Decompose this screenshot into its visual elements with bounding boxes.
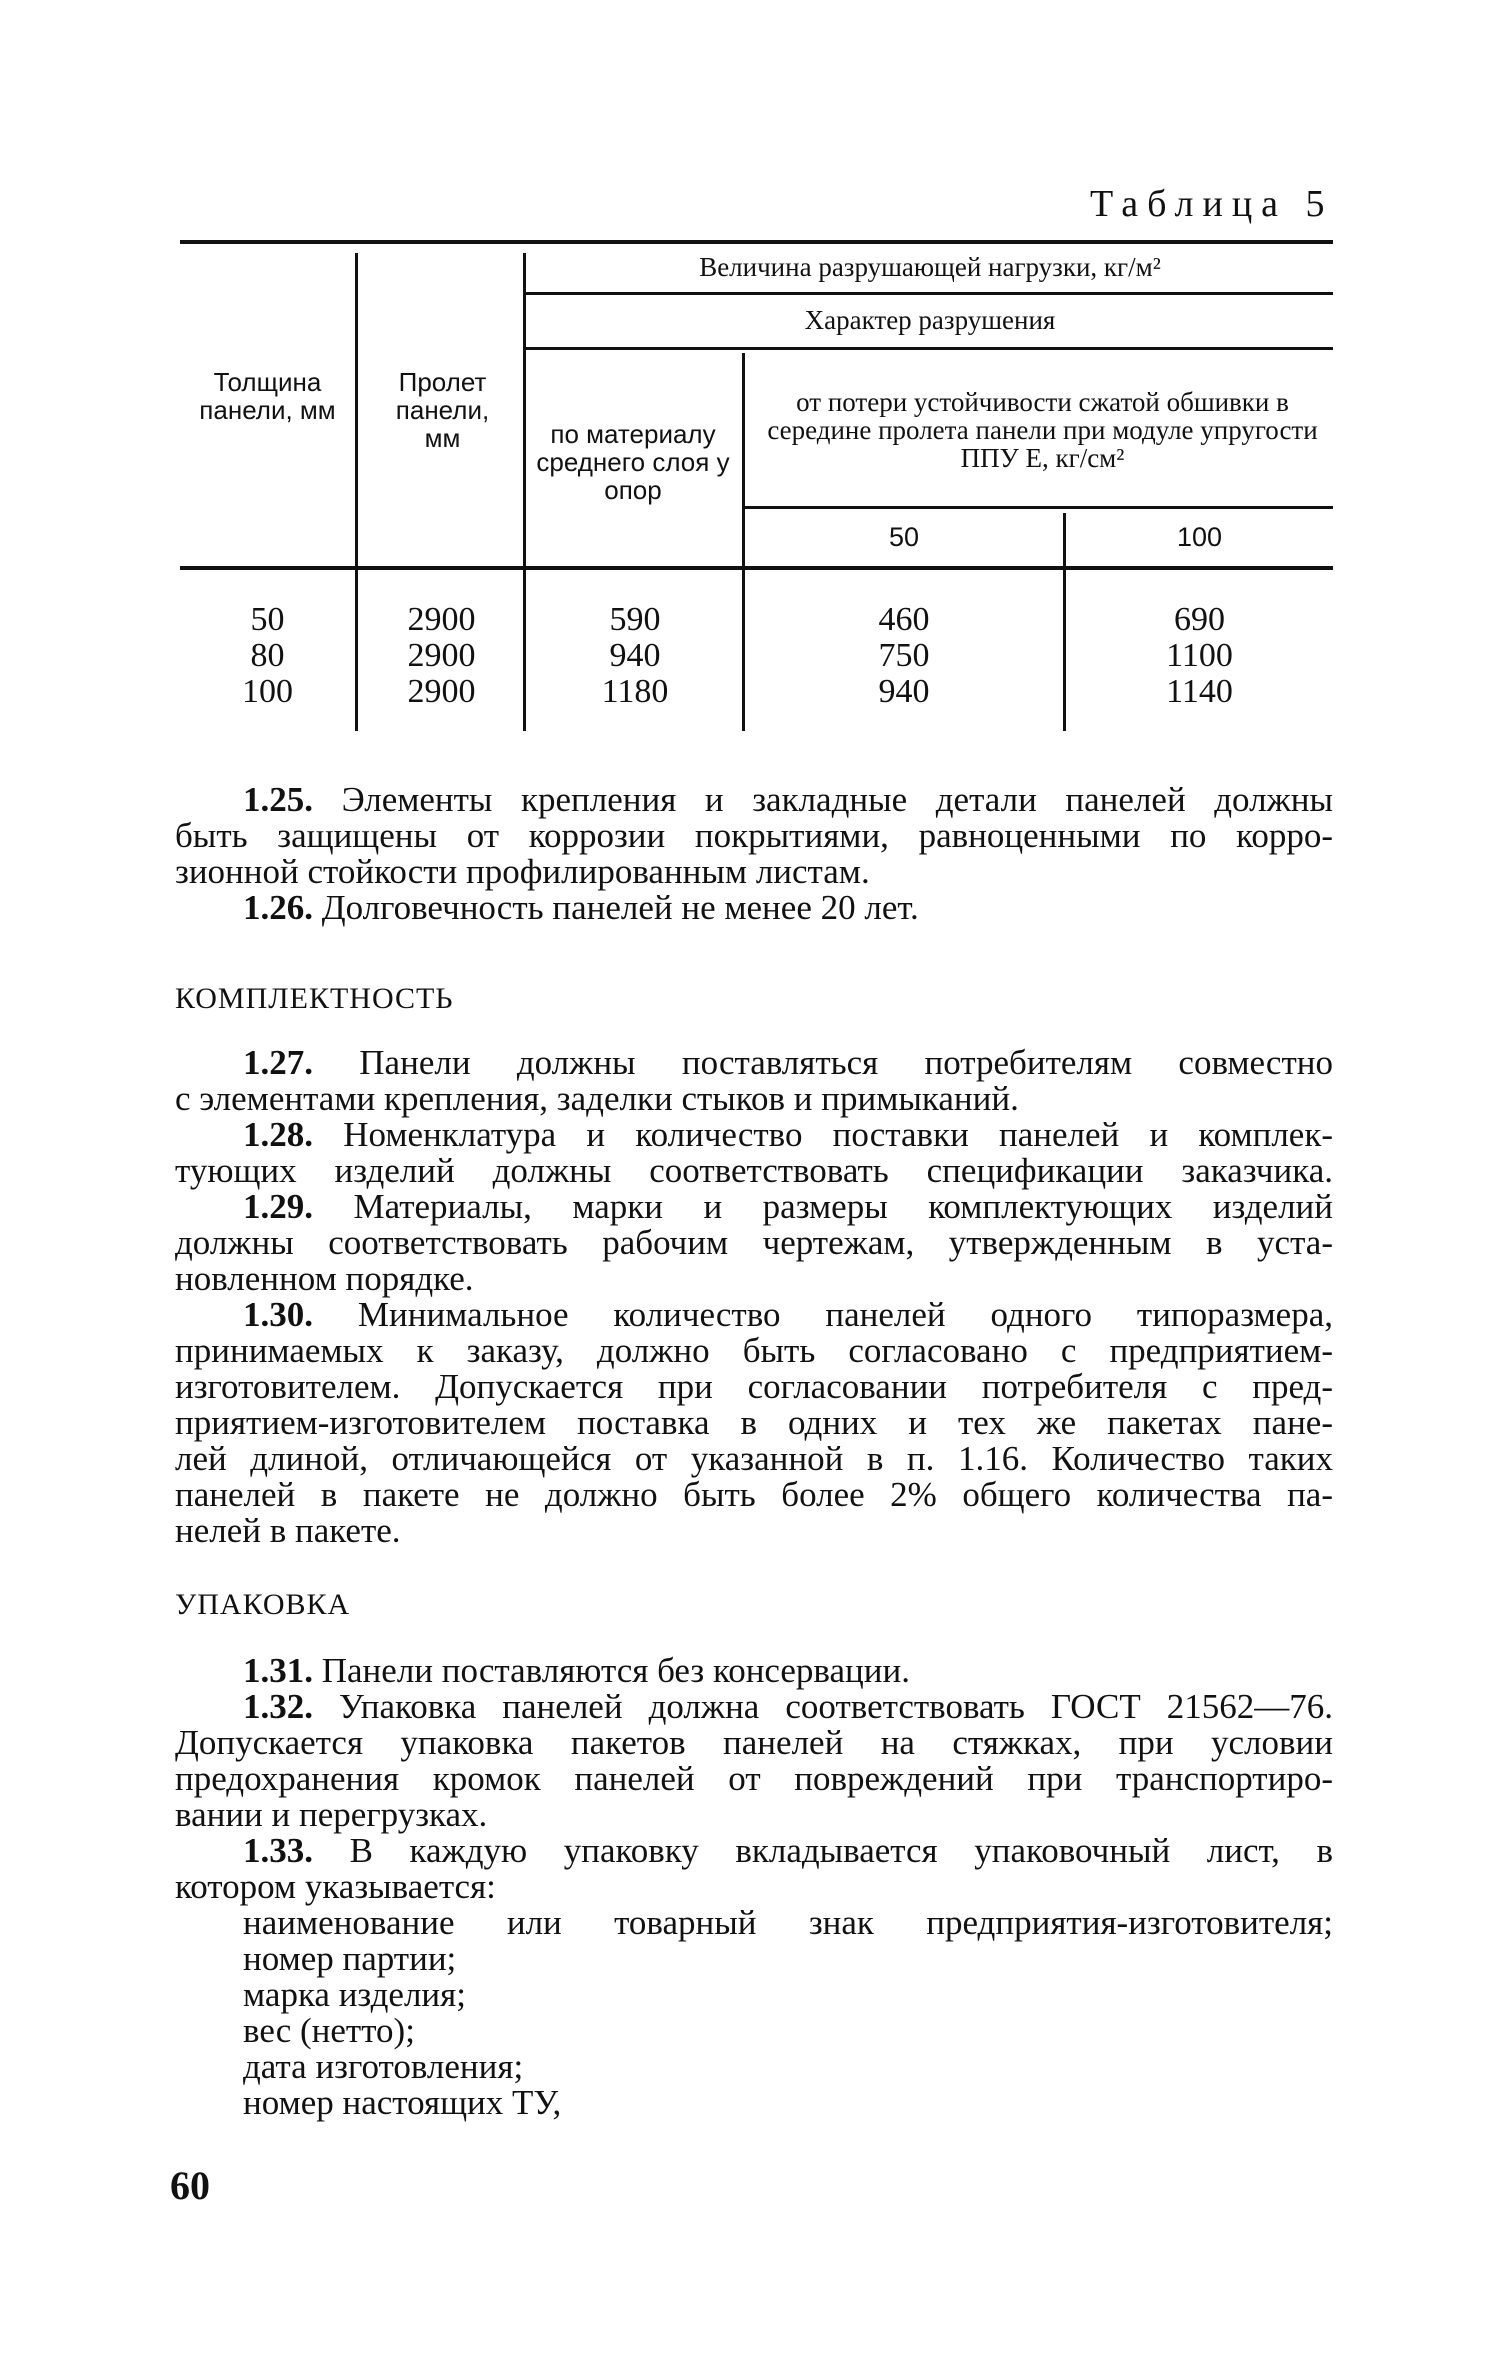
paragraph-line: 1.25. Элементы крепления и закладные детали панелей должны <box>243 780 1333 819</box>
paragraph-line: вании и перегрузках. <box>175 1795 488 1834</box>
section-heading: УПАКОВКА <box>175 1588 351 1621</box>
header-rule-2 <box>525 347 1333 350</box>
header-rule-3 <box>745 506 1333 509</box>
paragraph-line: 1.27. Панели должны поставляться потребителям совместно <box>243 1043 1333 1082</box>
header-load-group: Величина разрушающей нагрузки, кг/м² <box>699 252 1161 282</box>
paragraph-line: изготовителем. Допускается при согласовании потребителя с пред- <box>175 1367 1333 1406</box>
paragraph-line: приятием-изготовителем поставка в одних и тех же пакетах пане- <box>175 1403 1333 1442</box>
paragraph-line: нелей в пакете. <box>175 1511 401 1550</box>
paragraph-line: 1.33. В каждую упаковку вкладывается упаковочный лист, в <box>243 1831 1334 1870</box>
paragraph-line: Допускается упаковка пакетов панелей на стяжках, при условии <box>175 1723 1333 1762</box>
col-divider-1 <box>355 253 358 731</box>
col-e50 <box>745 602 1063 710</box>
table-cell: 1100 <box>1166 637 1233 674</box>
header-thickness: Толщина панели, мм <box>199 367 336 425</box>
paragraph-line: 1.31. Панели поставляются без консервации. <box>243 1651 910 1690</box>
paragraph-line: 1.26. Долговечность панелей не менее 20 лет. <box>243 888 919 927</box>
table-cell: 690 <box>1174 601 1225 638</box>
table-cell: 940 <box>878 673 930 710</box>
paragraph-line: должны соответствовать рабочим чертежам, утвержденным в уста- <box>175 1223 1333 1262</box>
table-cell: 940 <box>609 637 661 674</box>
section-heading: КОМПЛЕКТНОСТЬ <box>175 982 454 1015</box>
table-cell: 100 <box>242 673 293 710</box>
header-span: Пролет панели, мм <box>395 367 490 453</box>
paragraph-line: 1.30. Минимальное количество панелей одного типоразмера, <box>243 1295 1333 1334</box>
paragraph-line: лей длиной, отличающейся от указанной в п. 1.16. Количество таких <box>175 1439 1333 1478</box>
paragraph-line: тующих изделий должны соответствовать спецификации заказчика. <box>175 1151 1333 1190</box>
paragraph-line: принимаемых к заказу, должно быть согласовано с предприятием- <box>175 1331 1333 1370</box>
header-failure-type: Характер разрушения <box>804 305 1056 335</box>
table-cell: 2900 <box>407 601 476 638</box>
col-material <box>528 602 742 710</box>
header-e100: 100 <box>1176 522 1223 552</box>
col-thickness <box>185 602 350 710</box>
list-item: наименование или товарный знак предприятия-изготовителя; <box>243 1903 1333 1942</box>
paragraph-line: новленном порядке. <box>175 1259 474 1298</box>
table-cell: 1180 <box>601 673 669 710</box>
header-material: по материалу среднего слоя у опор <box>536 419 730 505</box>
table-cell: 1140 <box>1166 673 1233 710</box>
table-cell: 80 <box>250 637 285 674</box>
header-rule-1 <box>525 292 1333 295</box>
table-cell: 460 <box>878 601 930 638</box>
paragraph-line: зионной стойкости профилированным листам. <box>175 852 870 891</box>
paragraph-line: 1.32. Упаковка панелей должна соответствовать ГОСТ 21562—76. <box>243 1687 1333 1726</box>
list-item: вес (нетто); <box>243 2011 415 2050</box>
paragraph-line: 1.28. Номенклатура и количество поставки панелей и комплек- <box>243 1115 1334 1154</box>
col-e100 <box>1066 602 1333 710</box>
page-number: 60 <box>170 2163 210 2208</box>
header-stability: от потери устойчивости сжатой обшивки в середине пролета панели при модуле упругости ППУ E, кг/см² <box>767 387 1318 473</box>
table-cell: 50 <box>250 601 285 638</box>
list-item: номер настоящих ТУ, <box>243 2083 562 2122</box>
table-cell: 750 <box>878 637 930 674</box>
paragraph-line: предохранения кромок панелей от повреждений при транспортиро- <box>175 1759 1333 1798</box>
paragraph-line: быть защищены от коррозии покрытиями, равноценными по корро- <box>175 816 1333 855</box>
header-bottom-rule <box>180 566 1333 570</box>
table-cell: 590 <box>609 601 661 638</box>
table-cell: 2900 <box>407 637 476 674</box>
paragraph-line: котором указывается: <box>175 1867 496 1906</box>
list-item: дата изготовления; <box>243 2047 524 2086</box>
table-cell: 2900 <box>407 673 476 710</box>
list-item: марка изделия; <box>243 1975 466 2014</box>
table-top-rule <box>180 240 1333 244</box>
list-item: номер партии; <box>243 1939 457 1978</box>
col-span <box>360 602 523 710</box>
header-e50: 50 <box>888 522 920 552</box>
paragraph-line: панелей в пакете не должно быть более 2% общего количества па- <box>175 1475 1333 1514</box>
paragraph-line: 1.29. Материалы, марки и размеры комплектующих изделий <box>243 1187 1333 1226</box>
table-caption: Таблица 5 <box>1090 183 1334 225</box>
paragraph-line: с элементами крепления, заделки стыков и примыканий. <box>175 1079 1019 1118</box>
